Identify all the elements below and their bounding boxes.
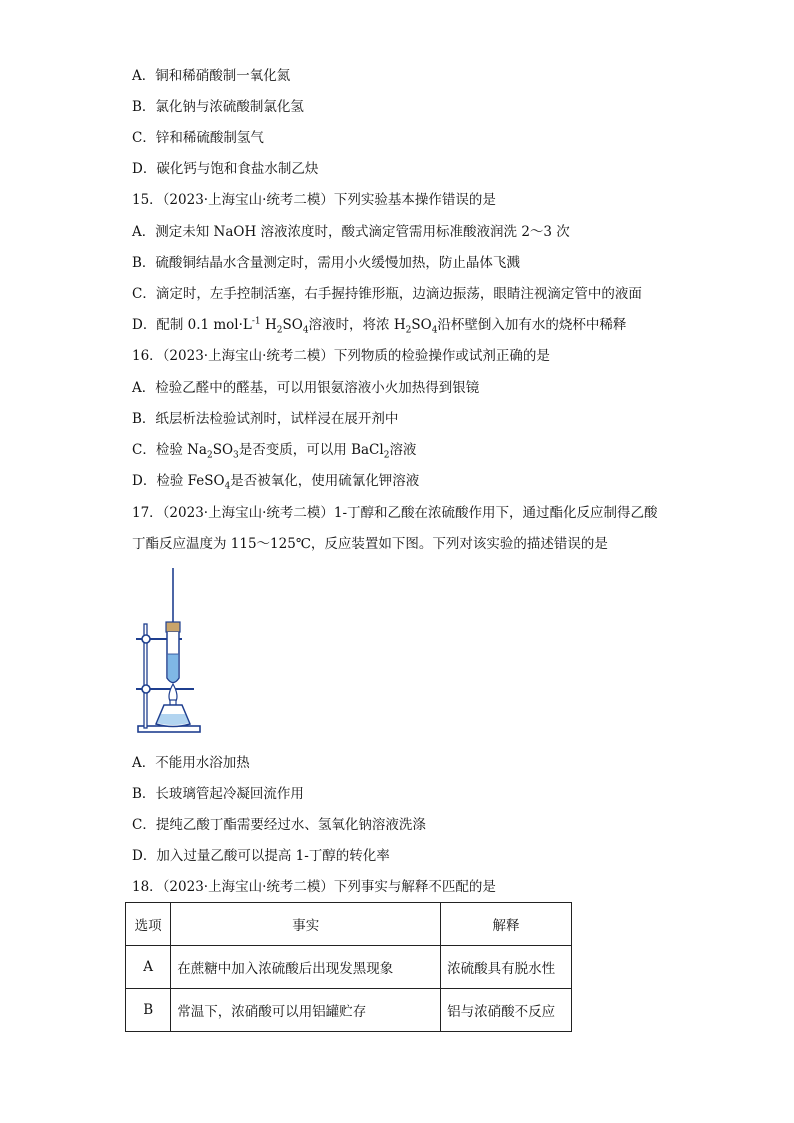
q15-d-sub-3: 2 — [405, 325, 412, 336]
upper-clamp-knob — [142, 635, 150, 643]
ring-clamp-knob — [142, 685, 150, 693]
q15-d-sup: -1 — [251, 316, 261, 327]
q15-d-text-6: 沿杯壁倒入加有水的烧杯中稀释 — [437, 317, 627, 333]
header-explanation: 解释 — [441, 903, 572, 946]
q16-option-b: B．纸层析法检验试剂时，试样浸在展开剂中 — [132, 411, 399, 427]
row-b-option: B — [126, 989, 171, 1032]
q16-option-a: A．检验乙醛中的醛基，可以用银氨溶液小火加热得到银镜 — [132, 380, 480, 396]
q16-c-sub-1: 2 — [206, 450, 213, 461]
q15-d-text-4: 溶液时，将浓 H — [308, 317, 406, 333]
q15-d-text-1: D．配制 0.1 mol·L — [132, 317, 252, 333]
q15-option-d — [132, 315, 626, 335]
q15-d-text-2: H — [260, 317, 277, 333]
q16-c-text-1: C．检验 Na — [132, 442, 207, 458]
q16-d-text-1: D．检验 FeSO — [132, 473, 225, 489]
q14-option-b: B．氯化钠与浓硫酸制氯化氢 — [132, 99, 304, 115]
q16-d-sub: 4 — [224, 481, 231, 492]
q15-d-sub-4: 4 — [431, 325, 438, 336]
row-a-explanation: 浓硫酸具有脱水性 — [441, 946, 572, 989]
row-b-explanation: 铝与浓硝酸不反应 — [441, 989, 572, 1032]
q16-option-d — [132, 471, 419, 491]
q15-option-c: C．滴定时，左手控制活塞，右手握持锥形瓶，边滴边振荡，眼睛注视滴定管中的液面 — [132, 286, 642, 302]
q17-option-c: C．提纯乙酸丁酯需要经过水、氢氧化钠溶液洗涤 — [132, 817, 426, 833]
q16-stem: 16．（2023·上海宝山·统考二模）下列物质的检验操作或试剂正确的是 — [132, 348, 550, 364]
lamp-fuel — [157, 714, 189, 725]
q15-option-b: B．硫酸铜结晶水含量测定时，需用小火缓慢加热，防止晶体飞溅 — [132, 255, 520, 271]
rubber-stopper — [166, 622, 180, 632]
table-row — [126, 989, 572, 1032]
q17-stem-line-1: 17．（2023·上海宝山·统考二模）1-丁醇和乙酸在浓硫酸作用下，通过酯化反应制得乙酸 — [132, 505, 658, 521]
header-option: 选项 — [126, 903, 171, 946]
q17-option-b: B．长玻璃管起冷凝回流作用 — [132, 786, 304, 802]
q14-option-a: A．铜和稀硝酸制一氧化氮 — [132, 68, 291, 84]
q17-option-d: D．加入过量乙酸可以提高 1-丁醇的转化率 — [132, 848, 390, 864]
q15-d-text-5: SO — [411, 317, 432, 333]
q16-c-sub-2: 3 — [233, 450, 239, 461]
row-b-fact: 常温下，浓硝酸可以用铝罐贮存 — [171, 989, 441, 1032]
q16-c-text-3: 是否变质，可以用 BaCl — [238, 442, 384, 458]
table-row — [126, 946, 572, 989]
q16-c-text-2: SO — [212, 442, 234, 458]
q16-c-sub-3: 2 — [383, 450, 390, 461]
q15-d-text-3: SO — [282, 317, 303, 333]
q18-facts-table — [125, 902, 572, 1032]
q15-d-sub-2: 4 — [302, 325, 309, 336]
row-a-fact: 在蔗糖中加入浓硫酸后出现发黑现象 — [171, 946, 441, 989]
row-a-option: A — [126, 946, 171, 989]
q15-d-sub-1: 2 — [276, 325, 283, 336]
q14-option-d: D．碳化钙与饱和食盐水制乙炔 — [132, 161, 319, 177]
q16-d-text-2: 是否被氧化，使用硫氰化钾溶液 — [230, 473, 420, 489]
esterification-apparatus-diagram — [130, 566, 210, 738]
q16-option-c — [132, 440, 416, 460]
table-header-row — [126, 903, 572, 946]
tube-liquid — [168, 654, 178, 682]
q15-stem: 15．（2023·上海宝山·统考二模）下列实验基本操作错误的是 — [132, 192, 496, 208]
q17-option-a: A．不能用水浴加热 — [132, 755, 250, 771]
q18-stem: 18．（2023·上海宝山·统考二模）下列事实与解释不匹配的是 — [132, 879, 496, 895]
q14-option-c: C．锌和稀硫酸制氢气 — [132, 130, 264, 146]
q16-c-text-4: 溶液 — [389, 442, 417, 458]
q15-option-a: A．测定未知 NaOH 溶液浓度时，酸式滴定管需用标准酸液润洗 2～3 次 — [132, 224, 570, 240]
q17-stem-line-2: 丁酯反应温度为 115～125℃，反应装置如下图。下列对该实验的描述错误的是 — [132, 536, 608, 552]
header-fact: 事实 — [171, 903, 441, 946]
